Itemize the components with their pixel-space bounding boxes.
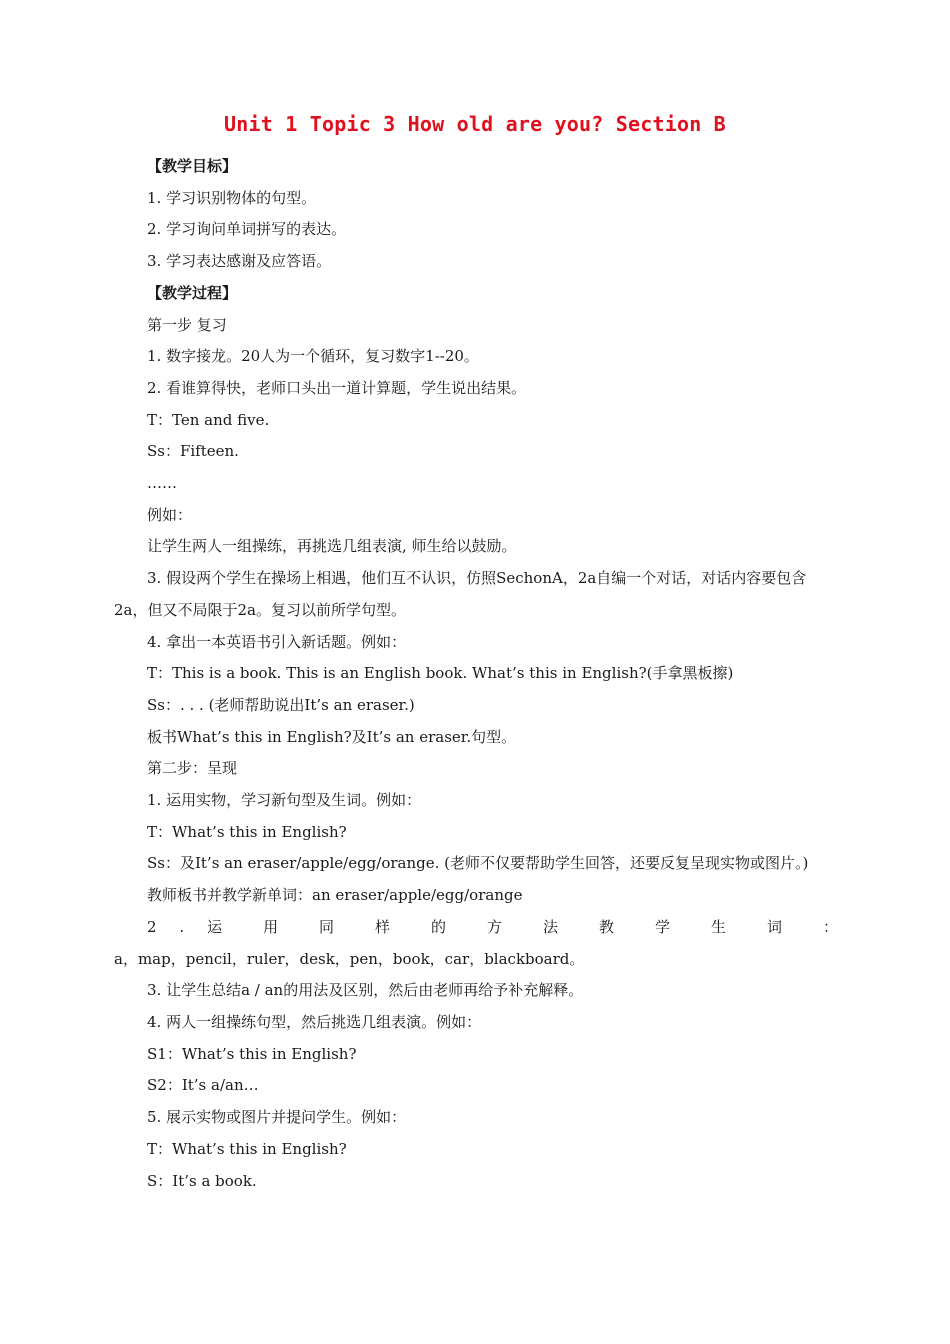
objective-item: 2. 学习询问单词拼写的表达。 <box>147 220 347 239</box>
paragraph: 3. 让学生总结a / an的用法及区别，然后由老师再给予补充解释。 <box>147 981 584 1000</box>
paragraph: 2. 看谁算得快，老师口头出一道计算题，学生说出结果。 <box>147 378 527 397</box>
ellipsis: …… <box>147 474 177 493</box>
paragraph: 1. 数字接龙。20人为一个循环，复习数字1--20。 <box>147 347 479 366</box>
objective-item: 1. 学习识别物体的句型。 <box>147 188 317 207</box>
step-heading: 第一步 复习 <box>147 315 227 334</box>
dialogue-line: S2：It’s a/an… <box>147 1076 259 1095</box>
paragraph: 教师板书并教学新单词：an eraser/apple/egg/orange <box>147 886 523 905</box>
paragraph: 4. 两人一组操练句型，然后挑选几组表演。例如： <box>147 1012 482 1031</box>
step-heading: 第二步：呈现 <box>147 759 238 778</box>
dialogue-line: T：This is a book. This is an English book. What’s this in English?(手拿黑板擦) <box>147 664 734 683</box>
paragraph: 让学生两人一组操练，再挑选几组表演, 师生给以鼓励。 <box>147 537 517 556</box>
dialogue-line: T：Ten and five. <box>147 410 270 429</box>
paragraph: 1. 运用实物，学习新句型及生词。例如： <box>147 791 422 810</box>
section-heading-objectives: 【教学目标】 <box>147 157 238 175</box>
dialogue-line: T：What’s this in English? <box>147 1139 347 1158</box>
dialogue-line: Ss：及It’s an eraser/apple/egg/orange. (老师不仅要帮助学生回答，还要反复呈现实物或图片。) <box>147 854 809 873</box>
paragraph-spaced: 2 . 运 用 同 样 的 方 法 教 学 生 词 ： <box>147 917 838 936</box>
dialogue-line: Ss：. . . (老师帮助说出It’s an eraser.) <box>147 695 415 714</box>
paragraph: 4. 拿出一本英语书引入新话题。例如： <box>147 632 407 651</box>
document-title: Unit 1 Topic 3 How old are you? Section B <box>224 112 726 136</box>
paragraph: 板书What’s this in English?及It’s an eraser.句型。 <box>147 727 517 746</box>
paragraph: 5. 展示实物或图片并提问学生。例如： <box>147 1108 407 1127</box>
section-heading-process: 【教学过程】 <box>147 283 238 302</box>
vocabulary-list: a，map，pencil，ruler，desk，pen，book，car，blackboard。 <box>114 949 585 968</box>
dialogue-line: Ss：Fifteen. <box>147 442 239 461</box>
document-body <box>114 151 838 1197</box>
dialogue-line: S1：What’s this in English? <box>147 1044 357 1063</box>
paragraph: 例如： <box>147 505 193 524</box>
dialogue-line: S：It’s a book. <box>147 1171 257 1190</box>
objective-item: 3. 学习表达感谢及应答语。 <box>147 252 332 271</box>
dialogue-line: T：What’s this in English? <box>147 822 347 841</box>
paragraph: 3. 假设两个学生在操场上相遇，他们互不认识，仿照SechonA，2a自编一个对话，对话内容要包含2a，但又不局限于2a。复习以前所学句型。 <box>114 569 807 619</box>
